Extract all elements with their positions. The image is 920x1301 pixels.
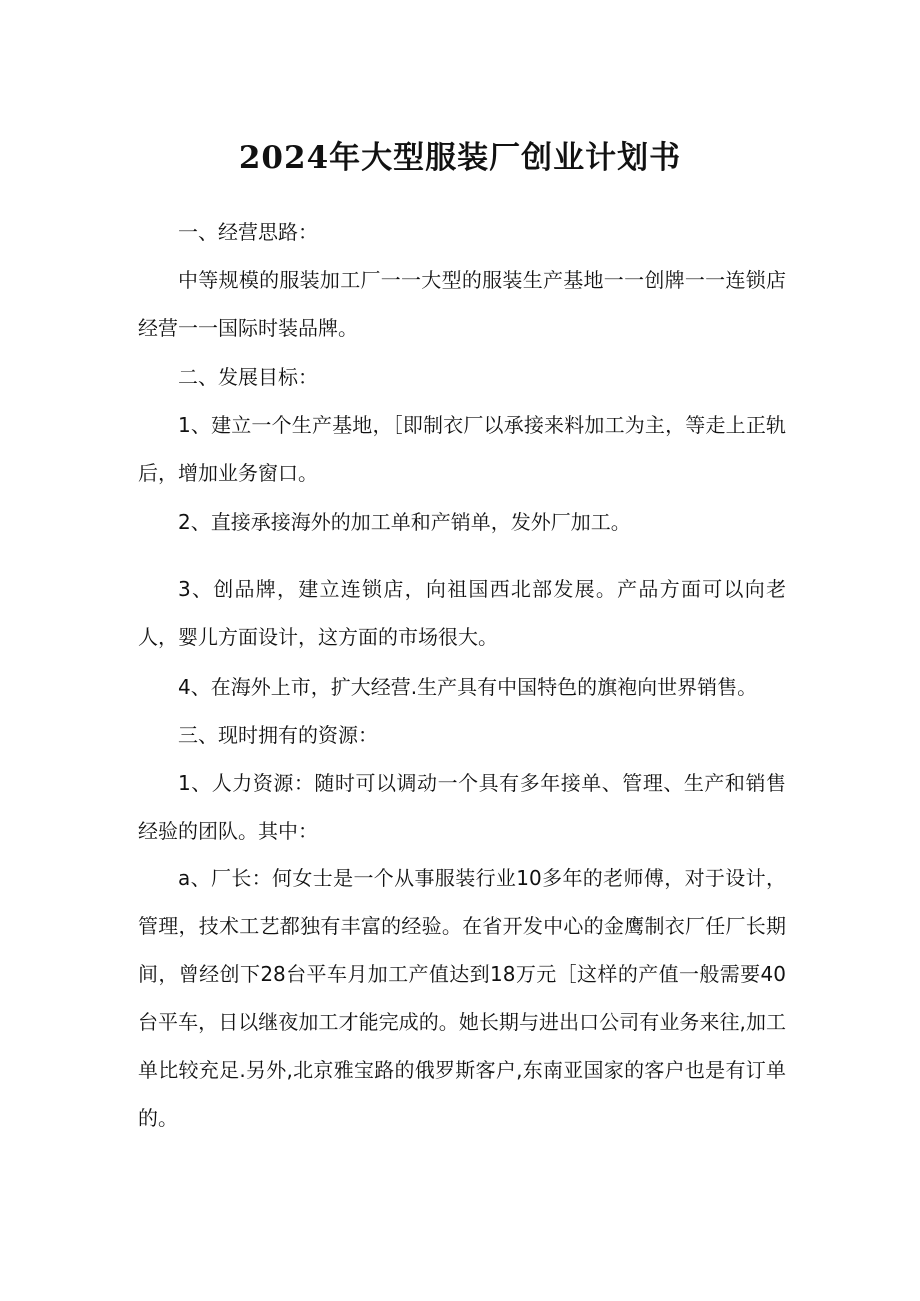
heading-development-goals — [138, 353, 786, 401]
paragraph: 二、发展目标： — [178, 365, 318, 389]
goal-4 — [138, 663, 786, 711]
resource-factory-director — [138, 854, 786, 1142]
paragraph: 2、直接承接海外的加工单和产销单，发外厂加工。 — [178, 510, 631, 534]
heading-resources — [138, 711, 786, 759]
paragraph: 中等规模的服装加工厂一一大型的服装生产基地一一创牌一一连锁店经营一一国际时装品牌。 — [138, 268, 786, 340]
paragraph: 1、人力资源：随时可以调动一个具有多年接单、管理、生产和销售经验的团队。其中： — [138, 771, 786, 843]
heading-business-idea — [138, 208, 786, 256]
paragraph: a、厂长：何女士是一个从事服装行业10多年的老师傅，对于设计，管理，技术工艺都独有丰富的经验。在省开发中心的金鹰制衣厂任厂长期间，曾经创下28台平车月加工产值达到18万元［这样的产值一般需要40台平车，日以继夜加工才能完成的。她长期与进出口公司有业务来往,加工单比较充足.另外,北京雅宝路的俄罗斯客户,东南亚国家的客户也是有订单的。 — [138, 866, 786, 1130]
goal-1 — [138, 401, 786, 497]
resource-human — [138, 759, 786, 855]
document-title: 2024年大型服装厂创业计划书 — [238, 139, 682, 176]
paragraph: 一、经营思路： — [178, 220, 318, 244]
paragraph: 1、建立一个生产基地，［即制衣厂以承接来料加工为主，等走上正轨后，增加业务窗口。 — [138, 413, 786, 485]
paragraph: 三、现时拥有的资源： — [178, 723, 378, 747]
business-idea-text — [138, 256, 786, 352]
goal-3 — [138, 565, 786, 661]
goal-2 — [138, 498, 786, 546]
paragraph: 4、在海外上市，扩大经营.生产具有中国特色的旗袍向世界销售。 — [178, 675, 758, 699]
paragraph: 3、创品牌，建立连锁店，向祖国西北部发展。产品方面可以向老人，婴儿方面设计，这方面的市场很大。 — [138, 577, 786, 649]
